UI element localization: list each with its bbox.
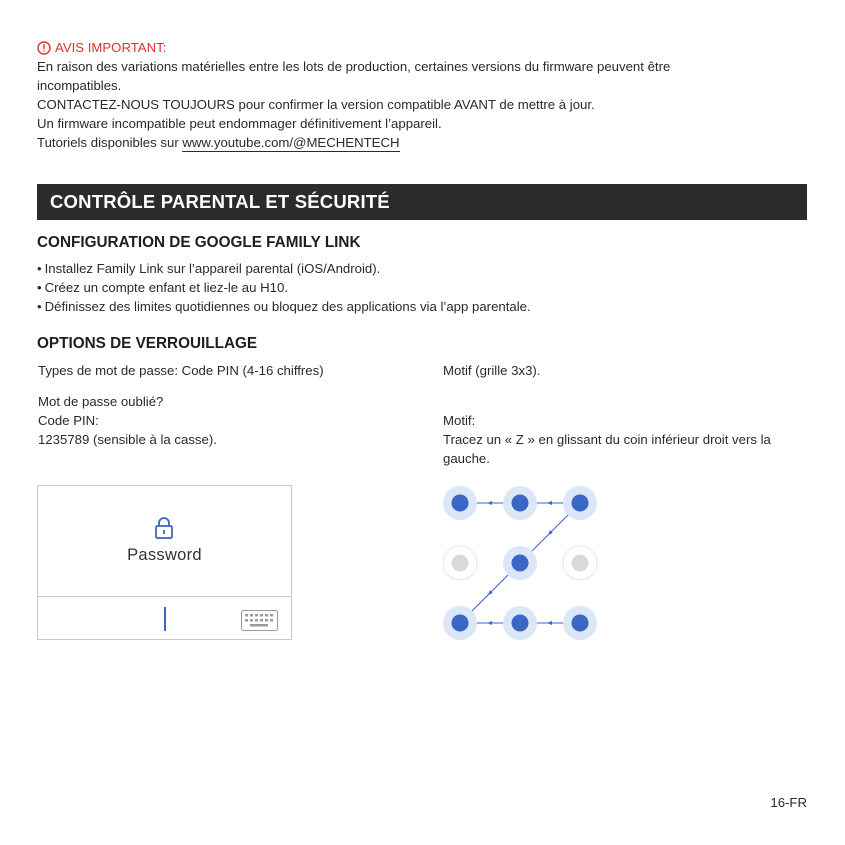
pattern-arrow [547,501,552,505]
notice-line: CONTACTEZ-NOUS TOUJOURS pour confirmer la version compatible AVANT de mettre à jour. [37,97,595,112]
pattern-dot-active [452,615,469,632]
warning-circle-icon [37,41,51,55]
important-notice [37,38,817,152]
pattern-arrow [487,621,492,625]
family-link-heading: CONFIGURATION DE GOOGLE FAMILY LINK [37,234,361,251]
forgot-password-text: Mot de passe oublié? [38,394,164,409]
pattern-dot-active [572,615,589,632]
family-link-steps [37,259,531,316]
pin-value: 1235789 (sensible à la casse). [38,432,217,447]
list-item: • Définissez des limites quotidiennes ou bloquez des applications via l’app parentale. [37,297,531,316]
notice-line: Un firmware incompatible peut endommager définitivement l’appareil. [37,116,442,131]
tutorial-prefix: Tutoriels disponibles sur [37,135,183,150]
unlock-pattern-illustration [443,483,603,643]
section-title: CONTRÔLE PARENTAL ET SÉCURITÉ [37,184,807,220]
pattern-arrow [547,621,552,625]
password-types-text: Types de mot de passe: Code PIN (4-16 chiffres) [38,363,324,378]
lock-options-heading: OPTIONS DE VERROUILLAGE [37,335,258,352]
pattern-arrow [487,501,492,505]
password-prompt [38,486,291,597]
notice-title: AVIS IMPORTANT: [55,40,167,55]
pattern-dot-active [572,495,589,512]
list-item: • Créez un compte enfant et liez-le au H10. [37,278,531,297]
password-input[interactable] [38,598,291,639]
pattern-dot-inactive [572,555,589,572]
list-item: • Installez Family Link sur l’appareil parental (iOS/Android). [37,259,531,278]
notice-line: incompatibles. [37,78,122,93]
pin-label: Code PIN: [38,413,99,428]
pattern-dot-active [512,615,529,632]
password-label: Password [127,546,202,564]
notice-line [37,133,817,152]
page-number: 16-FR [770,795,807,810]
pattern-type-text: Motif (grille 3x3). [443,363,541,378]
padlock-icon [153,516,175,540]
pattern-dot-active [512,495,529,512]
pattern-dot-active [512,555,529,572]
pattern-label: Motif: [443,413,476,428]
keyboard-icon[interactable] [241,610,278,631]
pattern-dot-active [452,495,469,512]
notice-title-row [37,38,817,57]
password-screen-illustration [37,485,292,640]
youtube-link[interactable]: www.youtube.com/@MECHENTECH [182,135,400,150]
notice-line: En raison des variations matérielles entre les lots de production, certaines versions du firmware peuvent être [37,59,671,74]
text-caret [164,607,166,631]
pattern-description: Tracez un « Z » en glissant du coin inférieur droit vers la gauche. [443,432,771,466]
pattern-dot-inactive [452,555,469,572]
